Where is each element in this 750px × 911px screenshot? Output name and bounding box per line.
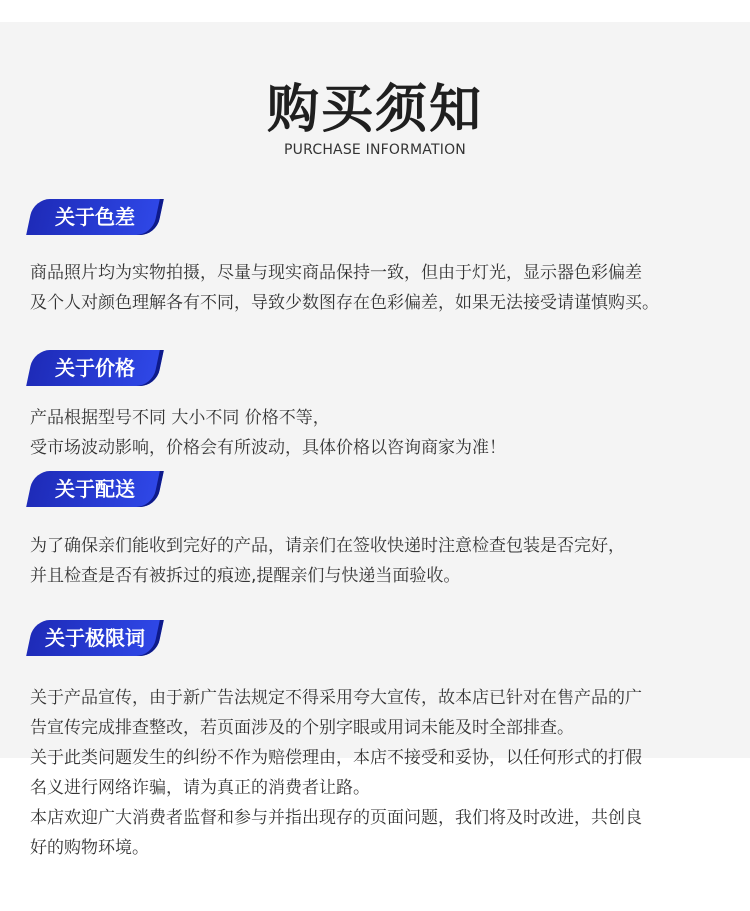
section-tag-delivery: 关于配送 xyxy=(30,471,160,507)
page-title: 购买须知 xyxy=(266,80,483,140)
section-tag-color: 关于色差 xyxy=(30,199,160,235)
text-line: 关于产品宣传，由于新广告法规定不得采用夸大宣传，故本店已针对在售产品的广 xyxy=(30,688,642,708)
page-subtitle: PURCHASE INFORMATION xyxy=(284,142,466,158)
section-tag-limit-words: 关于极限词 xyxy=(30,620,160,656)
text-line: 名义进行网络诈骗，请为真正的消费者让路。 xyxy=(30,778,370,798)
text-line: 关于此类问题发生的纠纷不作为赔偿理由，本店不接受和妥协，以任何形式的打假 xyxy=(30,748,642,768)
section-text-delivery xyxy=(30,531,725,591)
text-line: 本店欢迎广大消费者监督和参与并指出现存的页面问题，我们将及时改进，共创良 xyxy=(30,808,642,828)
text-line: 受市场波动影响，价格会有所波动，具体价格以咨询商家为准！ xyxy=(30,438,506,458)
section-text-limit-words xyxy=(30,683,725,863)
text-line: 产品根据型号不同 大小不同 价格不等， xyxy=(30,408,330,428)
text-line: 及个人对颜色理解各有不同，导致少数图存在色彩偏差，如果无法接受请谨慎购买。 xyxy=(30,293,659,313)
section-tag-price: 关于价格 xyxy=(30,350,160,386)
text-line: 商品照片均为实物拍摄，尽量与现实商品保持一致，但由于灯光，显示器色彩偏差 xyxy=(30,263,642,283)
section-text-price xyxy=(30,403,725,463)
text-line: 为了确保亲们能收到完好的产品，请亲们在签收快递时注意检查包装是否完好， xyxy=(30,536,625,556)
text-line: 好的购物环境。 xyxy=(30,838,149,858)
text-line: 并且检查是否有被拆过的痕迹,提醒亲们与快递当面验收。 xyxy=(30,566,461,586)
text-line: 告宣传完成排查整改，若页面涉及的个别字眼或用词未能及时全部排查。 xyxy=(30,718,574,738)
section-text-color xyxy=(30,258,725,318)
